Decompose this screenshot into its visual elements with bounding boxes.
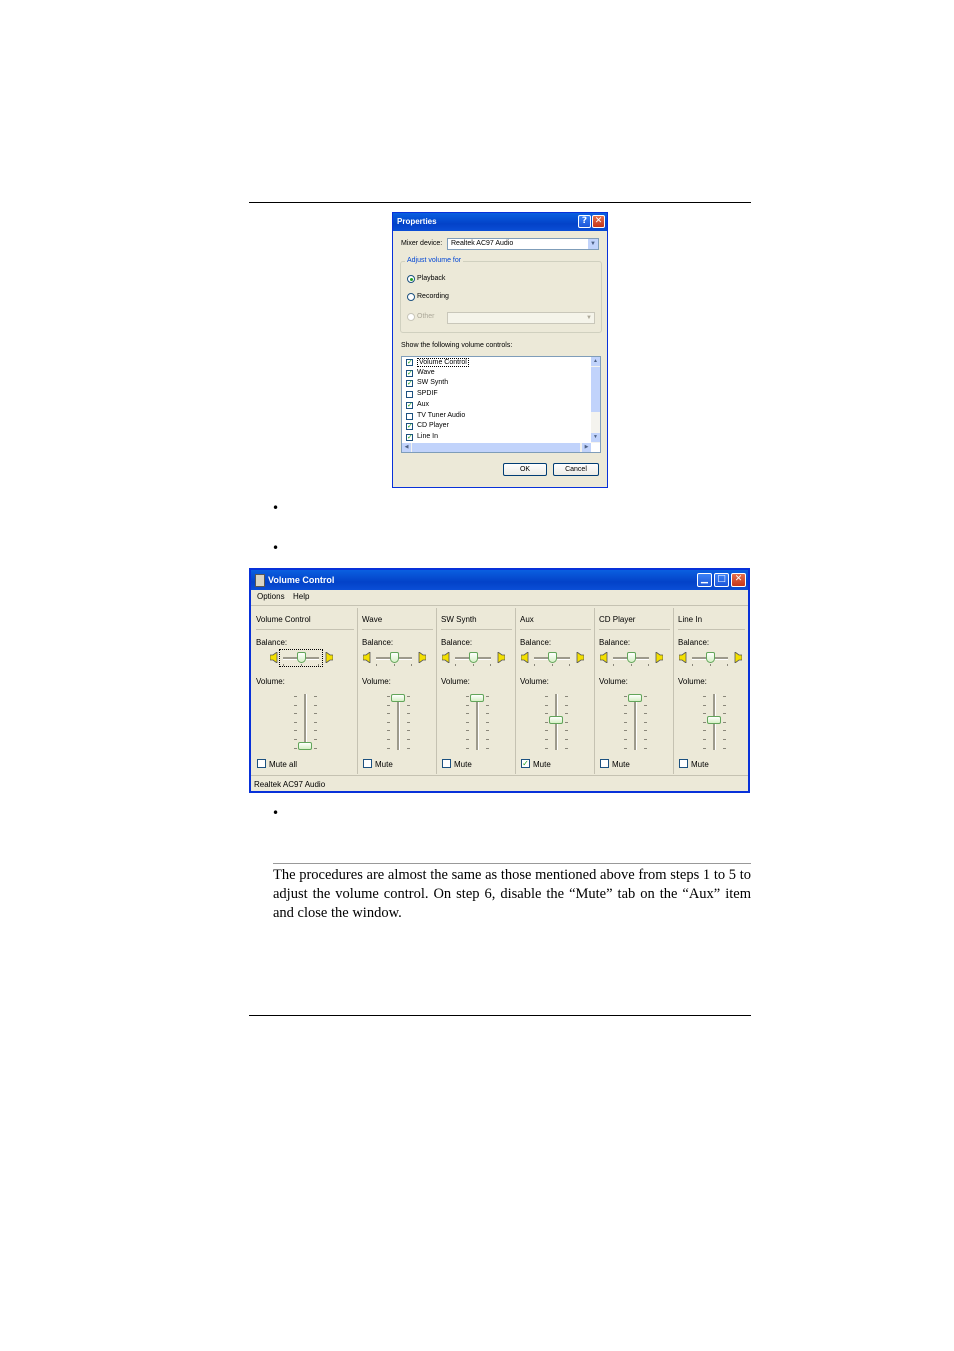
column-name-divider	[678, 629, 745, 630]
properties-titlebar	[393, 213, 607, 231]
adjust-volume-legend: Adjust volume for	[407, 257, 462, 264]
bullet-1: •	[272, 501, 280, 515]
balance-slider-thumb[interactable]	[706, 652, 715, 663]
mixer-column	[594, 606, 673, 774]
volume-track[interactable]	[397, 694, 400, 750]
other-select[interactable]	[447, 312, 595, 324]
volume-tick	[294, 713, 297, 714]
control-label: CD Player	[417, 422, 449, 430]
volume-tick	[723, 722, 726, 723]
volume-slider-thumb[interactable]	[470, 694, 484, 702]
balance-tick	[631, 664, 632, 666]
volume-tick	[387, 730, 390, 731]
controls-list[interactable]	[401, 356, 601, 453]
volume-tick	[407, 705, 410, 706]
speaker-right-icon	[325, 652, 333, 663]
mute-checkbox[interactable]	[363, 759, 372, 768]
column-name-divider	[599, 629, 670, 630]
recording-label: Recording	[417, 293, 449, 300]
control-checkbox[interactable]: ✓	[407, 368, 413, 377]
control-checkbox[interactable]: ✓	[407, 400, 413, 409]
balance-tick	[727, 664, 728, 666]
control-label: Aux	[417, 400, 430, 408]
speaker-right-icon	[576, 652, 584, 663]
volume-tick	[387, 696, 390, 697]
volume-tick	[486, 722, 489, 723]
control-label: Line In	[417, 432, 439, 440]
volume-tick	[565, 713, 568, 714]
volume-tick	[466, 748, 469, 749]
scroll-up-icon[interactable]: ▲	[591, 357, 600, 366]
volume-tick	[565, 696, 568, 697]
minimize-button[interactable]: ▁	[697, 573, 712, 587]
volume-tick	[723, 739, 726, 740]
control-label: Wave	[417, 368, 435, 376]
volume-tick	[565, 705, 568, 706]
balance-tick	[318, 664, 319, 666]
mute-checkbox[interactable]	[679, 759, 688, 768]
volume-tick	[294, 722, 297, 723]
balance-tick	[692, 664, 693, 666]
mute-checkbox[interactable]	[442, 759, 451, 768]
volume-tick	[703, 705, 706, 706]
speaker-left-icon	[600, 652, 608, 663]
status-text: Realtek AC97 Audio	[254, 780, 326, 789]
recording-radio[interactable]	[407, 293, 415, 301]
volume-tick	[703, 713, 706, 714]
volume-tick	[486, 748, 489, 749]
volume-slider-thumb[interactable]	[391, 694, 405, 702]
volume-tick	[624, 748, 627, 749]
volume-label: Volume:	[678, 677, 707, 686]
mute-label: Mute	[533, 760, 551, 769]
mixer-columns	[251, 606, 748, 774]
volume-tick	[407, 748, 410, 749]
volume-tick	[624, 705, 627, 706]
bottom-rule	[249, 1015, 751, 1016]
balance-label: Balance:	[256, 638, 288, 647]
mute-label: Mute	[375, 760, 393, 769]
mute-checkbox[interactable]	[600, 759, 609, 768]
volume-slider-thumb[interactable]	[549, 716, 563, 724]
volume-tick	[723, 713, 726, 714]
volume-tick	[565, 739, 568, 740]
mute-label: Mute	[612, 760, 630, 769]
balance-tick	[552, 664, 553, 666]
mixer-column	[436, 606, 515, 774]
volume-tick	[466, 696, 469, 697]
control-label: SPDIF	[417, 390, 438, 398]
control-checkbox[interactable]: ✓	[407, 422, 413, 431]
column-separator	[594, 608, 595, 774]
close-button[interactable]: ✕	[592, 215, 605, 228]
mute-label: Mute	[691, 760, 709, 769]
balance-tick	[376, 664, 377, 666]
column-name-divider	[256, 629, 354, 630]
balance-tick	[613, 664, 614, 666]
column-name: Line In	[678, 615, 703, 624]
volume-tick	[723, 705, 726, 706]
volume-tick	[545, 748, 548, 749]
volume-tick	[545, 730, 548, 731]
volume-tick	[565, 722, 568, 723]
balance-tick	[411, 664, 412, 666]
volume-tick	[624, 696, 627, 697]
column-name-divider	[441, 629, 512, 630]
control-checkbox[interactable]	[406, 391, 413, 398]
speaker-left-icon	[521, 652, 529, 663]
volume-tick	[644, 713, 647, 714]
other-label: Other	[417, 313, 435, 320]
properties-title: Properties	[397, 217, 437, 226]
balance-tick	[648, 664, 649, 666]
balance-tick	[394, 664, 395, 666]
balance-slider-thumb[interactable]	[297, 652, 306, 663]
column-separator	[436, 608, 437, 774]
volume-tick	[387, 713, 390, 714]
control-list-item[interactable]	[406, 369, 586, 379]
column-name: Volume Control	[256, 615, 311, 624]
mute-label: Mute all	[269, 760, 298, 769]
speaker-left-icon	[363, 652, 371, 663]
column-name-divider	[362, 629, 433, 630]
mixer-device-value: Realtek AC97 Audio	[451, 240, 514, 247]
volume-tick	[545, 705, 548, 706]
mute-label: Mute	[454, 760, 472, 769]
mixer-column	[673, 606, 748, 774]
mixer-column	[357, 606, 436, 774]
volume-tick	[466, 713, 469, 714]
chevron-down-icon: ▼	[586, 315, 592, 321]
maximize-button[interactable]: □	[714, 573, 729, 587]
balance-label: Balance:	[599, 638, 631, 647]
volume-tick	[314, 705, 317, 706]
balance-tick	[473, 664, 474, 666]
volume-tick	[314, 730, 317, 731]
scroll-right-icon[interactable]: ▶	[582, 443, 591, 452]
balance-tick	[490, 664, 491, 666]
volume-tick	[703, 730, 706, 731]
volume-tick	[294, 739, 297, 740]
volume-tick	[314, 748, 317, 749]
volume-titlebar	[251, 570, 748, 590]
volume-tick	[703, 696, 706, 697]
help-button[interactable]: ?	[578, 215, 591, 228]
volume-label: Volume:	[441, 677, 470, 686]
speaker-left-icon	[679, 652, 687, 663]
balance-tick	[455, 664, 456, 666]
volume-tick	[294, 748, 297, 749]
volume-tick	[314, 713, 317, 714]
volume-tick	[407, 713, 410, 714]
top-rule	[249, 202, 751, 203]
volume-tick	[644, 739, 647, 740]
playback-radio[interactable]	[407, 275, 415, 283]
volume-track[interactable]	[476, 694, 479, 750]
balance-slider-thumb[interactable]	[627, 652, 636, 663]
volume-tick	[466, 739, 469, 740]
scroll-left-icon[interactable]: ◀	[402, 443, 411, 452]
chevron-down-icon[interactable]: ▼	[588, 239, 598, 249]
control-list-item[interactable]	[406, 433, 586, 443]
column-separator	[515, 608, 516, 774]
scroll-down-icon[interactable]: ▼	[591, 433, 600, 442]
mixer-column	[515, 606, 594, 774]
volume-label: Volume:	[256, 677, 285, 686]
volume-tick	[314, 739, 317, 740]
volume-slider-thumb[interactable]	[628, 694, 642, 702]
volume-tick	[486, 730, 489, 731]
speaker-right-icon	[497, 652, 505, 663]
volume-tick	[486, 739, 489, 740]
control-label: Volume Control	[419, 359, 467, 366]
bullet-2: •	[272, 541, 280, 555]
menu-bar	[251, 590, 748, 604]
balance-slider-thumb[interactable]	[469, 652, 478, 663]
speaker-right-icon	[655, 652, 663, 663]
column-name: SW Synth	[441, 615, 477, 624]
volume-label: Volume:	[362, 677, 391, 686]
column-name-divider	[520, 629, 591, 630]
balance-slider-thumb[interactable]	[548, 652, 557, 663]
speaker-left-icon	[270, 652, 278, 663]
volume-tick	[387, 705, 390, 706]
volume-tick	[723, 748, 726, 749]
volume-tick	[294, 730, 297, 731]
column-name: CD Player	[599, 615, 636, 624]
volume-tick	[407, 730, 410, 731]
volume-tick	[294, 705, 297, 706]
volume-tick	[624, 730, 627, 731]
mixer-column	[251, 606, 357, 774]
volume-tick	[703, 748, 706, 749]
paragraph-rule	[273, 863, 751, 864]
status-bar	[251, 775, 748, 792]
balance-label: Balance:	[678, 638, 710, 647]
volume-tick	[314, 722, 317, 723]
control-list-item[interactable]	[406, 412, 586, 422]
balance-slider-thumb[interactable]	[390, 652, 399, 663]
balance-tick	[534, 664, 535, 666]
volume-tick	[624, 713, 627, 714]
speaker-right-icon	[734, 652, 742, 663]
control-list-item[interactable]	[406, 379, 586, 389]
volume-tick	[545, 696, 548, 697]
volume-tick	[624, 739, 627, 740]
control-label: SW Synth	[417, 379, 449, 387]
volume-tick	[545, 722, 548, 723]
volume-tick	[466, 722, 469, 723]
volume-tick	[545, 739, 548, 740]
control-checkbox[interactable]: ✓	[407, 379, 413, 388]
speaker-left-icon	[442, 652, 450, 663]
volume-tick	[703, 722, 706, 723]
volume-tick	[703, 739, 706, 740]
column-name: Wave	[362, 615, 383, 624]
volume-tick	[486, 713, 489, 714]
control-checkbox[interactable]: ✓	[407, 358, 413, 366]
volume-slider-thumb[interactable]	[707, 716, 721, 724]
volume-tick	[644, 730, 647, 731]
balance-label: Balance:	[362, 638, 394, 647]
properties-dialog	[392, 212, 608, 488]
volume-tick	[314, 696, 317, 697]
control-checkbox[interactable]	[406, 413, 413, 420]
column-separator	[673, 608, 674, 774]
volume-tick	[486, 705, 489, 706]
speaker-right-icon	[418, 652, 426, 663]
volume-tick	[644, 705, 647, 706]
volume-tick	[407, 696, 410, 697]
volume-tick	[644, 722, 647, 723]
volume-label: Volume:	[599, 677, 628, 686]
mixer-device-select[interactable]	[447, 238, 599, 250]
bullet-3: •	[272, 806, 280, 820]
menu-options[interactable]: Options	[257, 592, 285, 601]
volume-tick	[723, 730, 726, 731]
volume-tick	[545, 713, 548, 714]
volume-close-button[interactable]: ✕	[731, 573, 746, 587]
balance-label: Balance:	[520, 638, 552, 647]
volume-tick	[294, 696, 297, 697]
volume-control-window	[249, 568, 750, 793]
playback-label: Playback	[417, 275, 446, 282]
column-separator	[357, 608, 358, 774]
volume-tick	[387, 748, 390, 749]
volume-tick	[644, 748, 647, 749]
control-list-item[interactable]	[406, 390, 586, 400]
volume-tick	[565, 748, 568, 749]
mixer-device-label: Mixer device:	[401, 240, 443, 247]
show-controls-label: Show the following volume controls:	[401, 342, 513, 349]
column-name: Aux	[520, 615, 534, 624]
volume-slider-thumb[interactable]	[298, 742, 312, 750]
balance-tick	[569, 664, 570, 666]
volume-tick	[565, 730, 568, 731]
volume-tick	[407, 739, 410, 740]
hscroll-thumb[interactable]	[412, 443, 580, 452]
horizontal-scrollbar[interactable]	[402, 443, 591, 452]
control-checkbox[interactable]: ✓	[407, 432, 413, 441]
control-list-item[interactable]	[406, 401, 586, 411]
volume-title: Volume Control	[268, 575, 335, 585]
volume-tick	[407, 722, 410, 723]
volume-tick	[486, 696, 489, 697]
control-list-item[interactable]	[406, 358, 586, 368]
speaker-app-icon	[255, 574, 265, 587]
mute-checkbox[interactable]	[257, 759, 266, 768]
volume-tick	[387, 722, 390, 723]
other-radio[interactable]	[407, 313, 415, 321]
volume-tick	[387, 739, 390, 740]
volume-tick	[644, 696, 647, 697]
ok-button[interactable]: OK	[503, 463, 547, 476]
menu-help[interactable]: Help	[293, 592, 310, 601]
control-list-item[interactable]	[406, 422, 586, 432]
volume-label: Volume:	[520, 677, 549, 686]
balance-tick	[301, 664, 302, 666]
instruction-paragraph: The procedures are almost the same as those mentioned above from steps 1 to 5 to adjust the volume control. On step 6, disable the “Mute” tab on the “Aux” item and close the window.	[273, 867, 751, 921]
scroll-thumb[interactable]	[591, 367, 600, 412]
balance-tick	[710, 664, 711, 666]
volume-tick	[466, 730, 469, 731]
volume-tick	[723, 696, 726, 697]
vertical-scrollbar[interactable]	[591, 357, 600, 443]
balance-tick	[283, 664, 284, 666]
volume-tick	[624, 722, 627, 723]
volume-tick	[466, 705, 469, 706]
balance-label: Balance:	[441, 638, 473, 647]
volume-track[interactable]	[634, 694, 637, 750]
cancel-button[interactable]: Cancel	[553, 463, 599, 476]
mute-checkbox[interactable]: ✓	[522, 759, 529, 768]
control-label: TV Tuner Audio	[417, 411, 466, 419]
